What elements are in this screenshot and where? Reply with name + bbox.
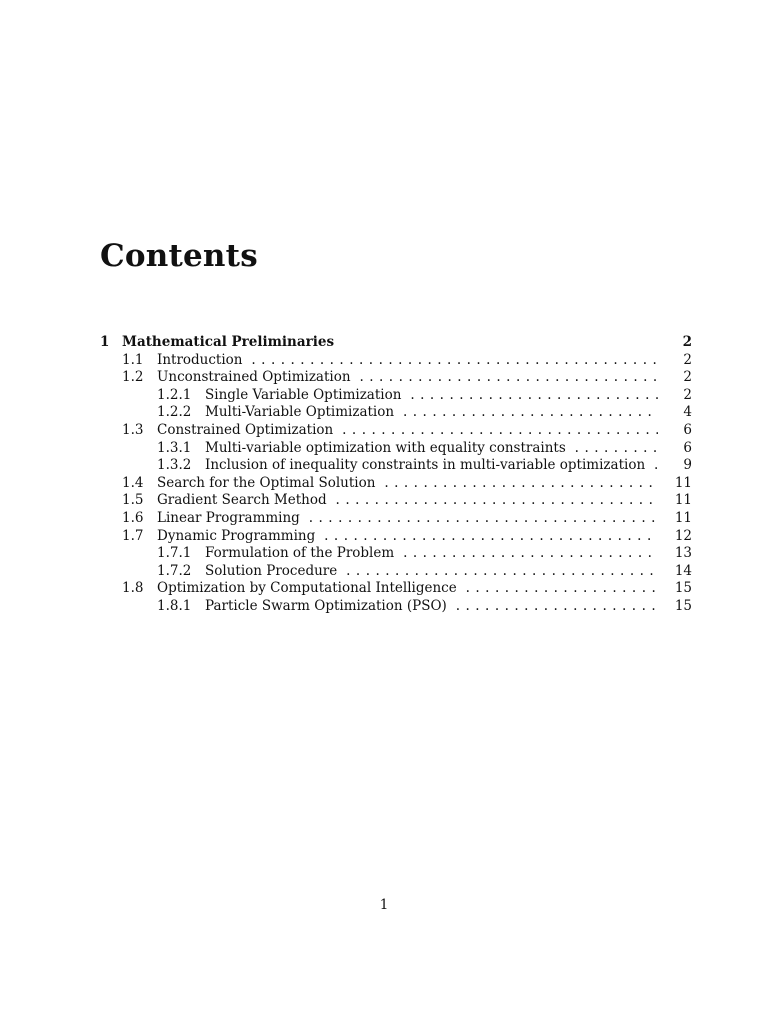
toc-entry-title-text: Particle Swarm Optimization (PSO) [205, 598, 451, 614]
toc-chapter-entry[interactable] [100, 334, 692, 352]
toc-entry-number: 1.1 [122, 351, 144, 368]
toc-subsection-entry[interactable] [100, 440, 692, 458]
toc-subsection-entry[interactable] [100, 457, 692, 475]
toc-entry-page: 14 [662, 563, 692, 581]
toc-section-entry[interactable] [100, 528, 692, 546]
toc-section-entry[interactable] [100, 352, 692, 370]
toc-subsection-entry[interactable] [100, 563, 692, 581]
toc-entry-title [205, 457, 658, 475]
toc-entry-title [157, 580, 658, 598]
toc-entry-number: 1.2.2 [157, 404, 192, 421]
page-title: Contents [100, 238, 258, 274]
toc-section-entry[interactable] [100, 510, 692, 528]
toc-entry-page: 13 [662, 545, 692, 563]
toc-entry-page: 2 [662, 352, 692, 370]
toc-entry-number: 1.7.2 [157, 562, 192, 579]
toc-entry-page: 11 [662, 492, 692, 510]
toc-section-entry[interactable] [100, 492, 692, 510]
toc-entry-page: 2 [662, 334, 692, 352]
toc-entry-title [157, 510, 658, 528]
table-of-contents [100, 334, 692, 616]
toc-entry-title [157, 528, 658, 546]
toc-entry-title-text: Dynamic Programming [157, 528, 319, 544]
toc-entry-number: 1.8 [122, 580, 144, 597]
toc-subsection-entry[interactable] [100, 387, 692, 405]
toc-entry-title [157, 492, 658, 510]
toc-entry-number: 1.6 [122, 509, 144, 526]
toc-entry-page: 15 [662, 598, 692, 616]
toc-entry-number: 1.3 [122, 421, 144, 438]
toc-entry-page: 4 [662, 404, 692, 422]
toc-entry-title [205, 440, 658, 458]
toc-entry-page: 12 [662, 528, 692, 546]
toc-entry-title [205, 598, 658, 616]
toc-section-entry[interactable] [100, 369, 692, 387]
toc-section-entry[interactable] [100, 475, 692, 493]
toc-entry-page: 2 [662, 369, 692, 387]
page-number: 1 [379, 897, 389, 913]
toc-entry-title-text: Formulation of the Problem [205, 545, 398, 561]
toc-entry-title-text: Multi-Variable Optimization [205, 404, 398, 420]
toc-entry-title [205, 387, 658, 405]
toc-entry-title-text: Gradient Search Method [157, 492, 331, 508]
toc-subsection-entry[interactable] [100, 404, 692, 422]
toc-entry-title-text: Inclusion of inequality constraints in multi-variable optimization [205, 457, 649, 473]
toc-entry-number: 1.3.2 [157, 457, 192, 474]
toc-entry-number: 1 [100, 334, 110, 350]
toc-entry-page: 9 [662, 457, 692, 475]
toc-entry-page: 15 [662, 580, 692, 598]
toc-entry-number: 1.7 [122, 527, 144, 544]
toc-entry-number: 1.4 [122, 474, 144, 491]
toc-entry-title-text: Multi-variable optimization with equality constraints [205, 440, 570, 456]
toc-entry-title-text: Linear Programming [157, 510, 304, 526]
toc-subsection-entry[interactable] [100, 598, 692, 616]
toc-entry-title-text: Optimization by Computational Intelligence [157, 580, 461, 596]
toc-entry-title [205, 404, 658, 422]
toc-entry-title-text: Unconstrained Optimization [157, 369, 355, 385]
toc-entry-page: 6 [662, 422, 692, 440]
toc-entry-title-text: Introduction [157, 352, 247, 368]
toc-entry-number: 1.3.1 [157, 439, 192, 456]
toc-entry-page: 11 [662, 475, 692, 493]
toc-entry-title [122, 334, 658, 352]
toc-section-entry[interactable] [100, 580, 692, 598]
toc-entry-number: 1.7.1 [157, 545, 192, 562]
toc-entry-title [205, 563, 658, 581]
toc-entry-page: 2 [662, 387, 692, 405]
toc-entry-title [157, 369, 658, 387]
toc-entry-title-text: Constrained Optimization [157, 422, 337, 438]
toc-entry-title [157, 352, 658, 370]
toc-entry-title [205, 545, 658, 563]
toc-subsection-entry[interactable] [100, 545, 692, 563]
toc-entry-page: 11 [662, 510, 692, 528]
toc-entry-title-text: Single Variable Optimization [205, 387, 405, 403]
toc-entry-title [157, 475, 658, 493]
toc-section-entry[interactable] [100, 422, 692, 440]
toc-entry-page: 6 [662, 440, 692, 458]
toc-entry-title-text: Search for the Optimal Solution [157, 475, 379, 491]
toc-entry-number: 1.2 [122, 369, 144, 386]
toc-entry-number: 1.2.1 [157, 386, 192, 403]
toc-entry-number: 1.5 [122, 492, 144, 509]
toc-entry-title-text: Solution Procedure [205, 563, 341, 579]
toc-entry-title-text: Mathematical Preliminaries [122, 334, 338, 350]
toc-entry-number: 1.8.1 [157, 597, 192, 614]
toc-entry-title [157, 422, 658, 440]
